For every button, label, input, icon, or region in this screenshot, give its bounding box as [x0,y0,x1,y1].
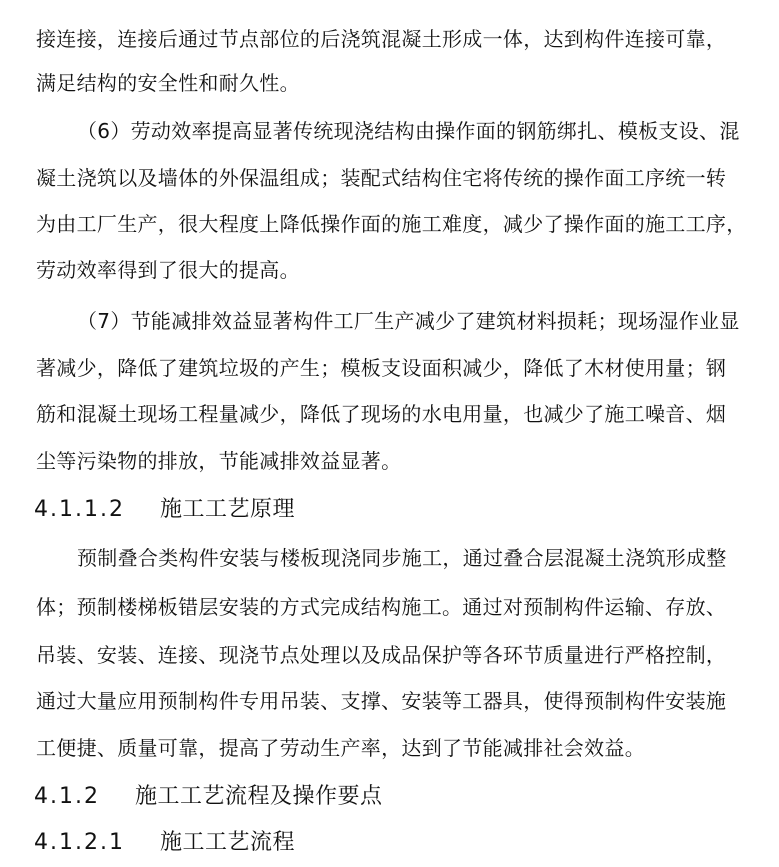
paragraph-line: 劳动效率得到了很大的提高。 [36,258,300,282]
paragraph-line: 通过大量应用预制构件专用吊装、支撑、安装等工器具，使得预制构件安装施 [36,689,727,713]
section-heading [34,784,383,810]
paragraph-line: 接连接，连接后通过节点部位的后浇筑混凝土形成一体，达到构件连接可靠， [36,27,727,51]
section-heading [34,830,295,856]
section-number: 4.1.1.2 [34,497,125,522]
paragraph-line: 尘等污染物的排放，节能减排效益显著。 [36,449,402,473]
paragraph-line: 为由工厂生产，很大程度上降低操作面的施工难度，减少了操作面的施工工序， [36,212,747,236]
paragraph-line: 预制叠合类构件安装与楼板现浇同步施工，通过叠合层混凝土浇筑形成整 [77,546,727,570]
paragraph-line: 著减少，降低了建筑垃圾的产生；模板支设面积减少，降低了木材使用量；钢 [36,356,727,380]
paragraph-line: （7）节能减排效益显著构件工厂生产减少了建筑材料损耗；现场湿作业显 [77,309,740,333]
section-heading [34,497,295,523]
paragraph-line: 吊装、安装、连接、现浇节点处理以及成品保护等各环节质量进行严格控制， [36,643,727,667]
paragraph-line: 筋和混凝土现场工程量减少，降低了现场的水电用量，也减少了施工噪音、烟 [36,402,727,426]
section-number: 4.1.2 [34,784,100,809]
section-title: 施工工艺流程及操作要点 [134,784,383,809]
section-number: 4.1.2.1 [34,830,125,855]
paragraph-line: 体；预制楼梯板错层安装的方式完成结构施工。通过对预制构件运输、存放、 [36,595,727,619]
paragraph-line: 满足结构的安全性和耐久性。 [36,71,300,95]
section-title: 施工工艺流程 [159,830,295,855]
paragraph-line: 凝土浇筑以及墙体的外保温组成；装配式结构住宅将传统的操作面工序统一转 [36,166,727,190]
section-title: 施工工艺原理 [159,497,295,522]
paragraph-line: （6）劳动效率提高显著传统现浇结构由操作面的钢筋绑扎、模板支设、混 [77,119,740,143]
paragraph-line: 工便捷、质量可靠，提高了劳动生产率，达到了节能减排社会效益。 [36,736,645,760]
